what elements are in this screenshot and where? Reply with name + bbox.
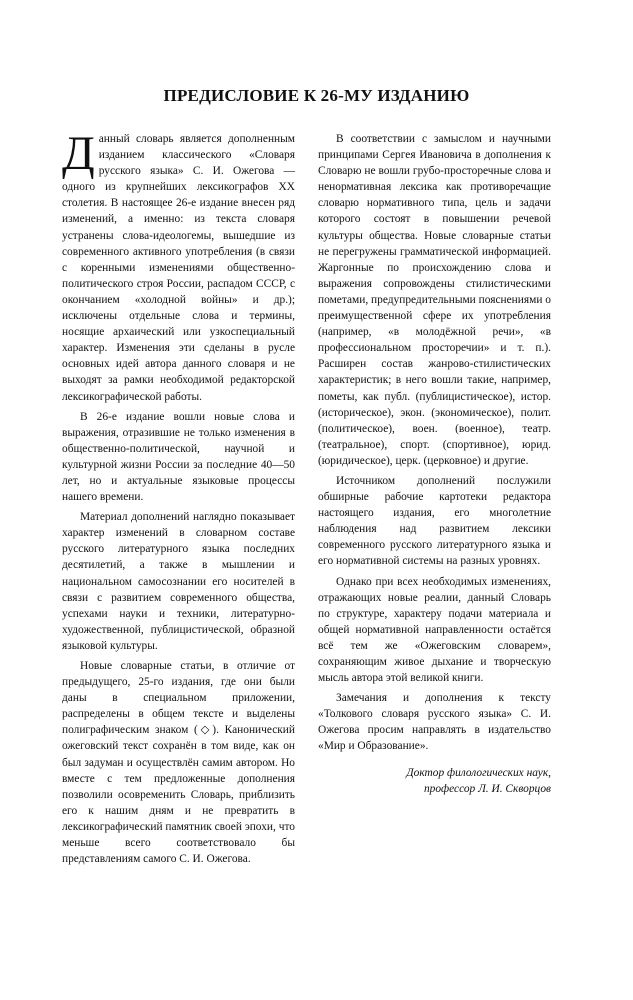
page-title: ПРЕДИСЛОВИЕ К 26-МУ ИЗДАНИЮ	[163, 86, 470, 105]
paragraph: Однако при всех необходимых изменениях, отражающих новые реалии, данный Словарь по структуре, характеру подачи материала и общей нормативной направленности остаётся всё тем же «Ожеговским словарем», сохраняющим живое дыхание и творческую мысль автора этой великой книги.	[318, 575, 551, 685]
signature	[318, 765, 551, 797]
paragraph	[62, 127, 295, 405]
paragraph-text: анный словарь является дополненным изданием классического «Словаря русского языка» С. И. Ожегова — одного из крупнейших лексикографов XX столетия. В настоящее 26-е издание внесен ряд изменений, а именно: из текста словаря устранены слова-идеологемы, вышедшие из современного активного употребления (в связи с коренными изменениями общественно-политического строя России, распадом СССР, с окончанием «холодной войны» и др.); исключены отдельные слова и термины, носящие архаический или узкоспециальный характер. Изменения эти сделаны в русле основных идей автора данного словаря и не выходят за рамки необходимой редакторской лексикографической работы.	[62, 133, 295, 403]
paragraph: Материал дополнений наглядно показывает характер изменений в словарном составе русского литературного языка последних десятилетий, а также в мышлении и национальном самосознании его носителей в связи с развитием современного общества, успехами науки и техники, литературно-художественной, публицистической, образной языковой культуры.	[62, 511, 295, 652]
paragraph: Источником дополнений послужили обширные рабочие картотеки редактора настоящего издания, его многолетние наблюдения над развитием лексики современного русского литературного языка и его нормативной системы на разных уровнях.	[318, 474, 551, 568]
paragraph: Замечания и дополнения к тексту «Толкового словаря русского языка» С. И. Ожегова просим направлять в издательство «Мир и Образование».	[318, 692, 551, 753]
signature-title: Доктор филологических наук,	[406, 766, 551, 779]
paragraph: В 26-е издание вошли новые слова и выражения, отразившие не только изменения в общественно-политической, научной и культурной жизни России за последние 40—50 лет, но и актуальные языковые процессы нашего времени.	[62, 410, 295, 504]
signature-name: профессор Л. И. Скворцов	[423, 782, 551, 795]
paragraph: В соответствии с замыслом и научными принципами Сергея Ивановича в дополнения к Словарю не вошли грубо-просторечные слова и ненормативная лексика как противоречащие словарю нормативного типа, цель и задачи которого состоят в повышении речевой культуры общества. Новые словарные статьи не перегружены грамматической информацией. Жаргонные по происхождению слова и выражения сопровождены стилистическими пометами, предупредительными пояснениями о преимущественной сфере их употребления (например, «в молодёжной речи», «в профессиональном просторечии» и т. п.). Расширен состав жанрово-стилистических характеристик; в него вошли такие, например, пометы, как публ. (публицистическое), истор. (историческое), экон. (экономическое), полит. (политическое), воен. (военное), театр. (театральное), спорт. (спортивное), юрид. (юридическое), церк. (церковное) и другие.	[318, 133, 551, 467]
drop-cap: Д	[62, 127, 95, 180]
paragraph: Новые словарные статьи, в отличие от предыдущего, 25-го издания, где они были даны в специальном приложении, распределены в общем тексте и выделены полиграфическим знаком (◇). Канонический ожеговский текст сохранён в том виде, как он был задуман и осуществлён самим автором. Но вместе с тем предложенные дополнения позволили осовременить Словарь, приблизить его к нашим дням и не превратить в лексикографический памятник своей эпохи, что меньше всего соответствовало бы представлениям самого С. И. Ожегова.	[62, 660, 295, 866]
left-column	[62, 127, 295, 871]
right-column	[318, 131, 551, 797]
